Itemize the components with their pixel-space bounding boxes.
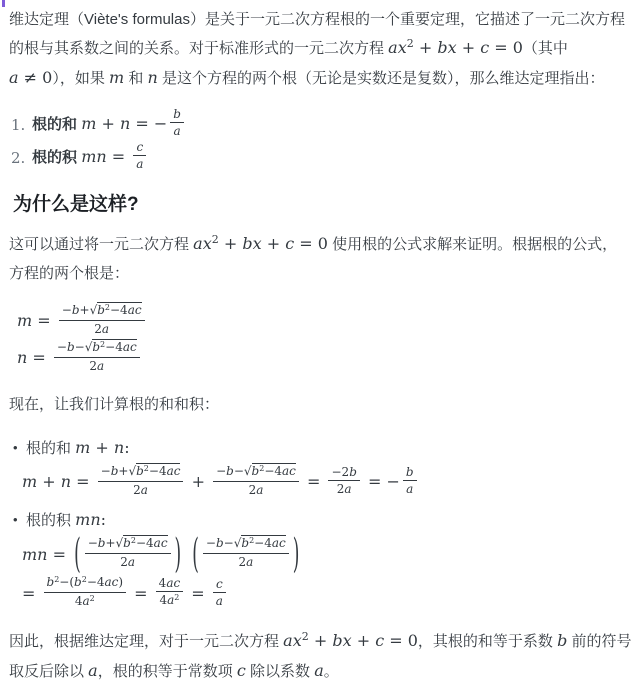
- math-operator: +: [90, 438, 114, 457]
- left-paren: (: [74, 531, 81, 578]
- text-run: ），如果: [52, 70, 109, 87]
- text-run: 根的和: [26, 440, 76, 457]
- math-variable: b: [110, 464, 119, 478]
- math-variable: a: [9, 68, 19, 87]
- math-variable: b: [123, 536, 131, 550]
- fraction-denominator: [403, 480, 417, 497]
- math-variable: a: [166, 464, 174, 478]
- math-superscript: 2: [249, 536, 255, 545]
- math-variable: m: [22, 544, 38, 564]
- bullet-list-item: [9, 434, 632, 502]
- math-formula: [81, 140, 149, 171]
- math-operator: = −: [130, 114, 168, 133]
- math-superscript: 2: [174, 593, 180, 602]
- square-root: [90, 302, 142, 317]
- text-run: 是这个方程的两个根（无论是实数还是复数），那么维达定理指出：: [157, 70, 605, 87]
- paragraph: [9, 391, 632, 419]
- math-variable: c: [480, 38, 490, 57]
- radicand: [252, 463, 296, 478]
- math-superscript: 2: [301, 630, 309, 643]
- parenthesized-group: [73, 531, 182, 578]
- fraction: [203, 535, 289, 570]
- math-variable: c: [160, 536, 168, 550]
- math-operator: =: [47, 544, 72, 564]
- text-run: 和: [124, 70, 148, 87]
- fraction-denominator: [85, 553, 171, 570]
- math-superscript: 2: [259, 464, 265, 473]
- math-variable: n: [96, 147, 107, 166]
- math-operator: 4: [159, 593, 168, 607]
- bullet-label-text: [26, 506, 106, 535]
- math-formula: [81, 107, 187, 138]
- math-operator: −: [100, 464, 111, 478]
- radical-sign: √: [243, 464, 252, 478]
- math-variable: n: [17, 348, 28, 367]
- math-variable: a: [246, 555, 254, 569]
- text-run: ，其根的和等于系数: [417, 633, 558, 650]
- math-operator: −2: [331, 465, 350, 479]
- parenthesized-group: [191, 531, 300, 578]
- fraction: [328, 464, 359, 497]
- math-variable: b: [332, 631, 343, 650]
- fraction: [133, 139, 146, 172]
- math-variable: a: [282, 464, 290, 478]
- math-variable: c: [136, 140, 144, 154]
- math-variable: a: [136, 157, 144, 171]
- math-variable: c: [236, 661, 246, 680]
- text-run: 维达定理（Viète's formulas）是关于一元二次方程根的一个重要定理，它描述了一元二次方程的根与其系数之间的关系。对于标准形式的一元二次方程: [9, 11, 625, 57]
- math-operator: +: [37, 472, 61, 491]
- math-variable: x: [397, 38, 407, 57]
- math-operator: 2: [248, 483, 257, 497]
- math-variable: m: [81, 114, 97, 133]
- math-variable: a: [271, 536, 280, 550]
- math-operator: 2: [94, 322, 102, 336]
- paragraph: [9, 6, 632, 93]
- math-variable: m: [75, 438, 91, 457]
- math-operator: −4: [105, 340, 123, 354]
- math-variable: n: [147, 68, 158, 87]
- math-operator: =: [22, 584, 41, 603]
- math-formula: [22, 464, 420, 497]
- math-variable: a: [256, 483, 264, 497]
- math-variable: a: [127, 555, 136, 569]
- math-operator: 2: [336, 482, 345, 496]
- bullet-item-label: [9, 434, 632, 463]
- text-run: 前的符号取反后除以: [9, 633, 632, 680]
- fraction-denominator: [54, 357, 140, 374]
- math-variable: a: [104, 575, 112, 589]
- math-operator: −: [205, 536, 216, 550]
- math-formula: [17, 303, 148, 336]
- math-formula: [17, 340, 143, 373]
- text-run: 除以系数: [245, 663, 315, 680]
- math-variable: m: [75, 510, 91, 529]
- math-variable: b: [136, 464, 144, 478]
- bullet-list-item: [9, 506, 632, 615]
- bullet-item-label: [9, 506, 632, 535]
- fraction-denominator: [170, 122, 184, 139]
- math-variable: c: [285, 234, 295, 253]
- math-variable: m: [22, 472, 38, 491]
- math-variable: a: [140, 483, 148, 497]
- text-run: 。: [323, 663, 339, 680]
- math-operator: ≠ 0: [18, 68, 53, 87]
- fraction-numerator: [213, 463, 299, 481]
- text-run: 现在，让我们计算根的和和积：: [9, 396, 220, 413]
- text-run: 因此，根据维达定理，对于一元二次方程: [9, 633, 284, 650]
- math-operator: =: [32, 311, 56, 330]
- math-formula: [388, 38, 523, 57]
- caret-artifact: [2, 0, 5, 7]
- display-math-line: [17, 340, 632, 377]
- math-operator: 4: [158, 576, 167, 590]
- math-operator: +: [308, 631, 333, 650]
- math-operator: −: [74, 340, 85, 354]
- math-operator: 2: [133, 483, 141, 497]
- math-variable: a: [388, 38, 398, 57]
- math-superscript: 2: [100, 340, 106, 349]
- math-variable: a: [215, 594, 223, 608]
- list-number: 2.: [11, 148, 26, 167]
- math-variable: a: [101, 322, 110, 336]
- math-operator: =: [129, 584, 153, 603]
- bold-text: 根的和: [32, 116, 78, 133]
- math-variable: n: [90, 510, 101, 529]
- math-variable: c: [215, 577, 223, 591]
- math-superscript: 2: [89, 594, 95, 603]
- text-run: 使用根的公式求解来证明。根据根的公式，方程的两个根是：: [9, 236, 618, 282]
- math-variable: b: [349, 465, 357, 479]
- math-variable: a: [344, 482, 352, 496]
- math-operator: −: [56, 340, 67, 354]
- math-variable: b: [437, 38, 448, 57]
- text-run: 根的积: [26, 512, 76, 529]
- math-operator: =: [301, 472, 326, 491]
- math-variable: b: [97, 303, 105, 317]
- radical-sign: √: [115, 536, 124, 550]
- math-formula: [75, 438, 129, 457]
- fraction: [403, 464, 417, 497]
- radical-sign: √: [128, 464, 137, 478]
- math-variable: b: [557, 631, 568, 650]
- math-operator: +: [351, 631, 376, 650]
- list-number: 1.: [11, 115, 26, 134]
- numbered-list-item: [9, 141, 632, 174]
- math-variable: c: [111, 575, 119, 589]
- math-operator: 2: [89, 359, 98, 373]
- math-superscript: 2: [211, 233, 219, 246]
- math-operator: +: [118, 464, 129, 478]
- math-operator: +: [261, 234, 286, 253]
- math-superscript: 2: [406, 37, 414, 50]
- fraction-numerator: [133, 139, 146, 155]
- math-operator: +: [186, 472, 211, 491]
- radical-sign: √: [233, 536, 242, 550]
- math-operator: −4: [148, 464, 167, 478]
- math-superscript: 2: [81, 575, 87, 584]
- math-variable: b: [241, 536, 250, 550]
- fraction: [54, 339, 140, 374]
- math-variable: a: [283, 631, 293, 650]
- math-variable: b: [173, 107, 181, 121]
- math-operator: +: [456, 38, 481, 57]
- math-operator: −: [61, 303, 72, 317]
- math-operator: = 0: [294, 234, 328, 253]
- square-root: [234, 535, 286, 550]
- numbered-list-item: [9, 108, 632, 141]
- math-operator: 2: [120, 555, 128, 569]
- math-operator: +: [96, 114, 120, 133]
- math-formula: [148, 68, 158, 87]
- fraction-numerator: [44, 574, 127, 592]
- math-variable: a: [314, 661, 324, 680]
- bullet-list: [9, 434, 632, 615]
- bullet-label-text: [26, 434, 130, 463]
- math-operator: =: [186, 584, 210, 603]
- radical-sign: √: [84, 340, 93, 354]
- math-operator: ): [118, 575, 124, 589]
- math-variable: a: [97, 359, 105, 373]
- bullet-formula-line: [22, 574, 632, 615]
- text-run: ，根的积等于常数项: [97, 663, 237, 680]
- math-formula: [193, 234, 328, 253]
- bullet-formula-line: [22, 463, 632, 502]
- bold-text: 根的积: [32, 149, 78, 166]
- math-formula: [314, 661, 324, 680]
- math-operator: −: [223, 536, 234, 550]
- math-operator: :: [100, 510, 107, 529]
- math-superscript: 2: [130, 536, 136, 545]
- math-variable: a: [153, 536, 161, 550]
- math-variable: b: [71, 303, 80, 317]
- math-formula: [237, 661, 246, 680]
- math-operator: −4: [254, 536, 272, 550]
- right-paren: ): [174, 531, 182, 578]
- math-operator: [184, 545, 189, 564]
- math-formula: [557, 631, 567, 650]
- math-operator: :: [124, 438, 130, 457]
- math-variable: m: [17, 311, 33, 330]
- fraction-denominator: [328, 480, 359, 497]
- math-operator: −: [216, 464, 227, 478]
- radicand: [123, 535, 167, 550]
- math-operator: 2: [238, 555, 247, 569]
- bullet-icon: •: [13, 512, 18, 527]
- math-variable: b: [92, 340, 101, 354]
- square-root: [85, 339, 137, 354]
- math-formula: [283, 631, 418, 650]
- fraction-denominator: [203, 553, 289, 570]
- fraction-denominator: [156, 591, 184, 610]
- math-variable: b: [97, 536, 106, 550]
- math-operator: −4: [110, 303, 128, 317]
- math-variable: m: [81, 147, 97, 166]
- bullet-icon: •: [13, 440, 18, 455]
- math-operator: 4: [74, 594, 83, 608]
- fraction-numerator: [403, 464, 417, 480]
- math-operator: +: [218, 234, 243, 253]
- math-variable: a: [166, 576, 174, 590]
- math-variable: a: [193, 234, 203, 253]
- math-variable: a: [82, 594, 90, 608]
- math-superscript: 2: [104, 303, 110, 312]
- math-superscript: 2: [54, 575, 60, 584]
- bullet-formula-line: [22, 531, 632, 578]
- math-formula: [22, 531, 302, 578]
- math-variable: b: [74, 575, 82, 589]
- display-math-block: [17, 303, 632, 377]
- fraction-numerator: [170, 106, 184, 122]
- fraction: [156, 575, 184, 610]
- radicand: [92, 339, 136, 354]
- fraction: [213, 576, 226, 609]
- fraction-denominator: [133, 155, 146, 172]
- math-operator: = −: [362, 472, 400, 491]
- math-variable: a: [167, 593, 175, 607]
- right-paren: ): [292, 531, 300, 578]
- math-variable: a: [127, 303, 135, 317]
- math-variable: m: [108, 68, 125, 87]
- square-root: [128, 463, 180, 478]
- radicand: [241, 535, 285, 550]
- fraction-denominator: [59, 320, 145, 337]
- math-operator: +: [79, 303, 90, 317]
- fraction-numerator: [156, 575, 184, 591]
- fraction: [170, 106, 184, 139]
- math-variable: c: [130, 340, 137, 354]
- math-operator: −: [87, 536, 98, 550]
- math-variable: n: [60, 472, 72, 491]
- math-operator: +: [413, 38, 438, 57]
- math-formula: [9, 68, 52, 87]
- math-variable: a: [122, 340, 130, 354]
- fraction-denominator: [213, 481, 299, 498]
- fraction-numerator: [59, 302, 145, 320]
- list-item-content: [32, 108, 187, 141]
- math-formula: [88, 661, 98, 680]
- fraction: [85, 535, 171, 570]
- radical-sign: √: [89, 303, 98, 317]
- math-operator: =: [27, 348, 51, 367]
- math-variable: x: [202, 234, 212, 253]
- fraction-denominator: [213, 592, 226, 609]
- list-item-content: [32, 141, 149, 174]
- fraction-numerator: [328, 464, 359, 480]
- math-variable: a: [173, 124, 181, 138]
- fraction-numerator: [203, 535, 289, 553]
- fraction-denominator: [44, 592, 127, 611]
- math-variable: c: [289, 464, 296, 478]
- square-root: [116, 535, 168, 550]
- fraction: [44, 574, 127, 611]
- section-heading: 为什么是这样?: [13, 194, 139, 215]
- math-variable: b: [46, 575, 55, 589]
- radicand: [97, 302, 141, 317]
- math-operator: −: [233, 464, 244, 478]
- math-operator: −4: [264, 464, 283, 478]
- math-operator: =: [71, 472, 95, 491]
- math-variable: x: [342, 631, 352, 650]
- math-variable: n: [113, 438, 125, 457]
- fraction-numerator: [85, 535, 171, 553]
- math-variable: b: [405, 465, 414, 479]
- math-operator: −4: [86, 575, 105, 589]
- math-operator: −(: [59, 575, 75, 589]
- math-variable: c: [173, 576, 181, 590]
- math-variable: b: [66, 340, 75, 354]
- fraction-numerator: [54, 339, 140, 357]
- fraction: [98, 463, 184, 498]
- math-variable: c: [279, 536, 286, 550]
- math-formula: [109, 68, 124, 87]
- display-math-line: [17, 303, 632, 340]
- math-variable: a: [406, 482, 414, 496]
- paragraph: [9, 230, 632, 288]
- paragraph: [9, 627, 632, 686]
- math-variable: n: [119, 114, 131, 133]
- math-variable: b: [242, 234, 253, 253]
- fraction-numerator: [98, 463, 184, 481]
- math-variable: c: [375, 631, 385, 650]
- math-operator: −4: [135, 536, 154, 550]
- math-variable: c: [134, 303, 142, 317]
- math-operator: = 0: [384, 631, 418, 650]
- math-superscript: 2: [143, 464, 149, 473]
- numbered-list: [9, 108, 632, 174]
- math-variable: x: [292, 631, 302, 650]
- radicand: [136, 463, 180, 478]
- math-operator: =: [106, 147, 131, 166]
- math-variable: a: [88, 661, 98, 680]
- math-operator: +: [105, 536, 116, 550]
- left-paren: (: [192, 531, 199, 578]
- math-variable: n: [37, 544, 48, 564]
- math-variable: x: [252, 234, 262, 253]
- math-variable: b: [215, 536, 224, 550]
- square-root: [244, 463, 296, 478]
- math-variable: x: [447, 38, 457, 57]
- math-variable: b: [226, 464, 234, 478]
- math-variable: b: [251, 464, 260, 478]
- fraction: [59, 302, 145, 337]
- fraction-numerator: [213, 576, 226, 592]
- fraction-denominator: [98, 481, 184, 498]
- math-variable: c: [173, 464, 181, 478]
- math-operator: = 0: [489, 38, 523, 57]
- fraction: [213, 463, 299, 498]
- text-run: 这可以通过将一元二次方程: [9, 236, 194, 253]
- text-run: （其中: [522, 40, 568, 57]
